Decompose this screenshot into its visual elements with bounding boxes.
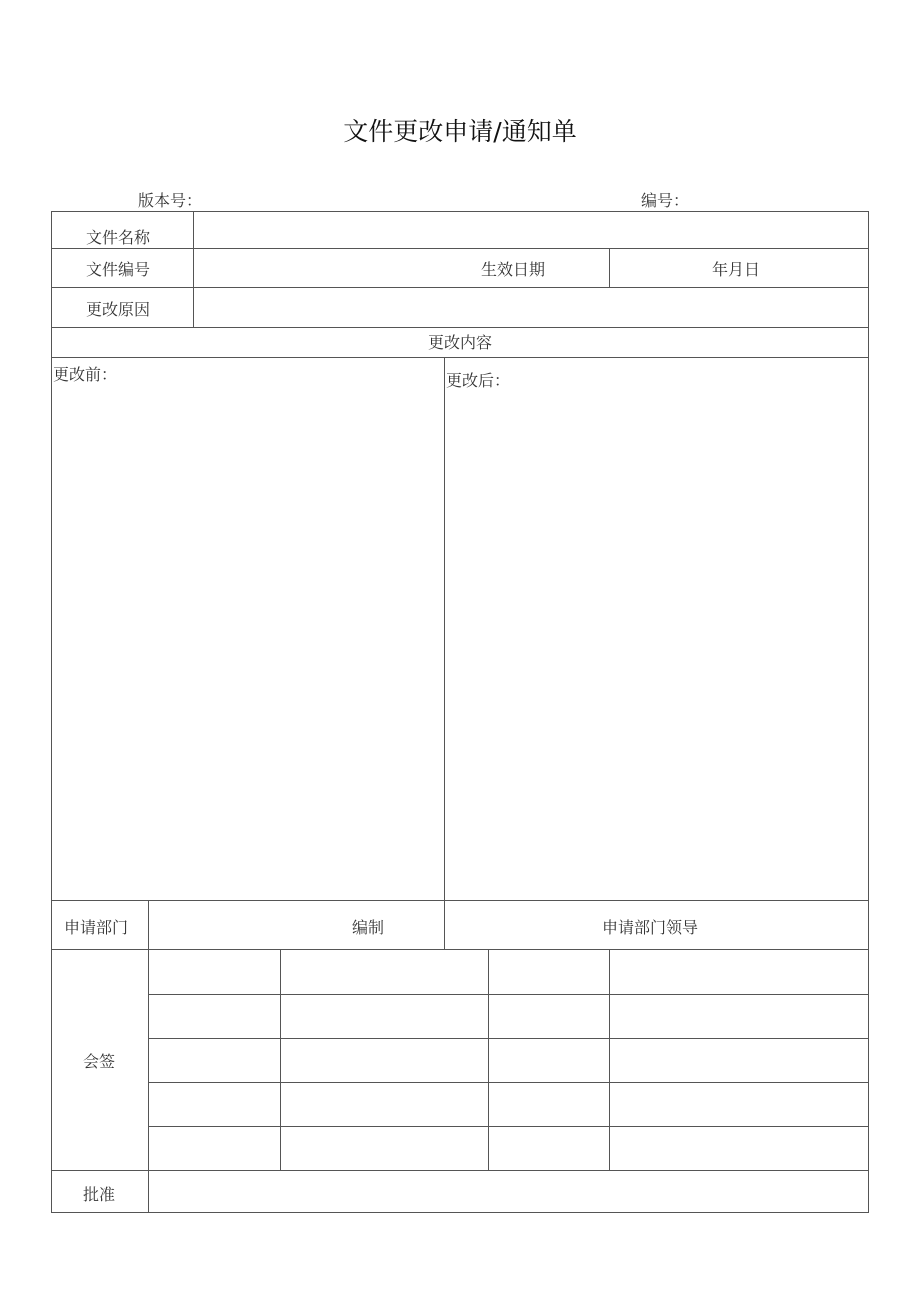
version-label: 版本号： [138, 191, 203, 210]
row-divider [51, 248, 869, 249]
prepared-label: 编制 [352, 918, 385, 937]
col-divider [609, 248, 610, 288]
row-divider [51, 287, 869, 288]
form-title: 文件更改申请/通知单 [343, 117, 577, 146]
row-divider [148, 1038, 869, 1039]
table-border-right [868, 211, 869, 1213]
approve-label: 批准 [83, 1185, 116, 1204]
row-divider [148, 1082, 869, 1083]
row-divider [51, 900, 869, 901]
before-change-label: 更改前： [53, 365, 118, 384]
col-divider [488, 949, 489, 1171]
row-divider [148, 1126, 869, 1127]
row-divider [51, 357, 869, 358]
countersign-label: 会签 [83, 1052, 116, 1071]
number-label: 编号： [641, 191, 690, 210]
row-divider [51, 1170, 869, 1171]
file-name-label: 文件名称 [86, 228, 151, 247]
table-border-bottom [51, 1212, 869, 1213]
change-content-label: 更改内容 [427, 333, 492, 352]
row-divider [148, 994, 869, 995]
row-divider [51, 949, 869, 950]
table-border-top [51, 211, 869, 212]
after-change-label: 更改后： [446, 371, 511, 390]
col-divider [280, 949, 281, 1171]
dept-leader-label: 申请部门领导 [602, 918, 699, 937]
effective-date-label: 生效日期 [481, 260, 546, 279]
file-number-label: 文件编号 [86, 260, 151, 279]
date-placeholder: 年月日 [712, 260, 761, 279]
col-divider [609, 949, 610, 1171]
col-divider [193, 211, 194, 328]
row-divider [51, 327, 869, 328]
change-reason-label: 更改原因 [86, 300, 151, 319]
col-divider [444, 357, 445, 950]
col-divider [148, 900, 149, 1213]
table-border-left [51, 211, 52, 1213]
applying-dept-label: 申请部门 [64, 918, 129, 937]
